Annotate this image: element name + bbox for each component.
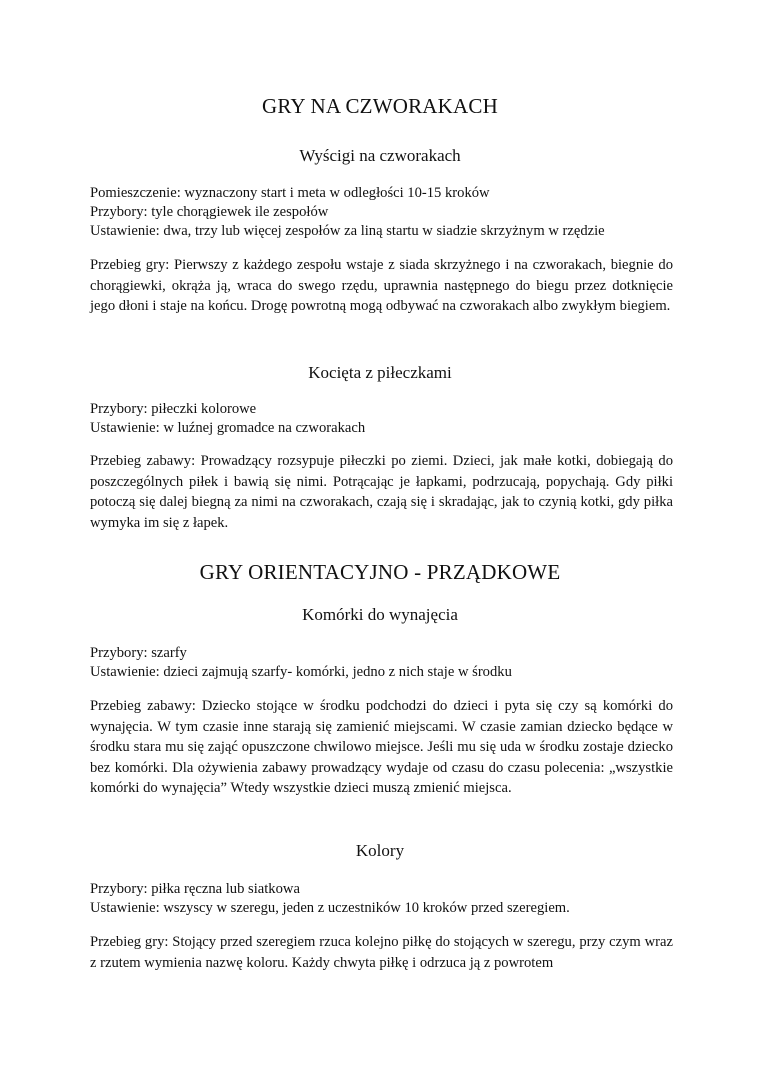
game-equipment-text: Przybory: piłeczki kolorowe	[90, 401, 257, 417]
section-title-orientation-games: GRY ORIENTACYJNO - PRZĄDKOWE	[199, 560, 561, 584]
game-description-paragraph: Przebieg zabawy: Prowadzący rozsypuje piłeczki po ziemi. Dzieci, jak małe kotki, dobiegają do poszczególnych piłek i bawią się nimi. Potrącając je łapkami, podrzucają, popychają. Gdy piłki potoczą się dalej biegną za nimi na czworakach, czają się i skradając, jak to czynią kotki, gdy piłka wymyka im się z łapek.	[90, 453, 673, 531]
game-title-crawling-race: Wyścigi na czworakach	[299, 146, 461, 165]
game-title-colors: Kolory	[355, 841, 405, 860]
game-description-paragraph: Przebieg gry: Pierwszy z każdego zespołu wstaje z siada skrzyżnego i na czworakach, biegnie do chorągiewki, okrąża ją, wraca do swego rzędu, uprawnia następnego do biegu przez dotknięcie jego dłoni i staje na końcu. Drogę powrotną mogą odbywać na czworakach albo zwykłym biegiem.	[90, 257, 673, 314]
game-room-text: Pomieszczenie: wyznaczony start i meta w odległości 10-15 kroków	[90, 185, 490, 201]
game-setup-text: Ustawienie: dzieci zajmują szarfy- komórki, jedno z nich staje w środku	[90, 664, 512, 680]
game-setup-text: Ustawienie: wszyscy w szeregu, jeden z uczestników 10 kroków przed szeregiem.	[90, 900, 570, 916]
game-equipment-text: Przybory: tyle chorągiewek ile zespołów	[90, 204, 329, 220]
game-description-paragraph: Przebieg gry: Stojący przed szeregiem rzuca kolejno piłkę do stojących w szeregu, przy czym wraz z rzutem wymienia nazwę koloru. Każdy chwyta piłkę i odrzuca ją z powrotem	[90, 934, 673, 971]
game-title-rooms-for-rent: Komórki do wynajęcia	[302, 605, 458, 624]
game-setup-text: Ustawienie: w luźnej gromadce na czworakach	[90, 420, 366, 436]
game-setup-text: Ustawienie: dwa, trzy lub więcej zespołów za liną startu w siadzie skrzyżnym w rzędzie	[90, 223, 605, 239]
game-description-paragraph: Przebieg zabawy: Dziecko stojące w środku podchodzi do dzieci i pyta się czy są komórki do wynajęcia. W tym czasie inne starają się zamienić miejscami. W czasie zamian dziecko będące w środku stara mu się zająć opuszczone chwilowo miejsce. Jeśli mu się uda w środku zostaje dziecko bez komórki. Dla ożywienia zabawy prowadzący wydaje od czasu do czasu polecenia: „wszystkie komórki do wynajęcia” Wtedy wszystkie dzieci muszą zmienić miejsca.	[90, 698, 673, 796]
game-title-kittens: Kocięta z piłeczkami	[308, 363, 452, 382]
game-equipment-text: Przybory: piłka ręczna lub siatkowa	[90, 881, 300, 897]
game-equipment-text: Przybory: szarfy	[90, 645, 187, 661]
section-title-crawling-games: GRY NA CZWORAKACH	[262, 94, 498, 118]
